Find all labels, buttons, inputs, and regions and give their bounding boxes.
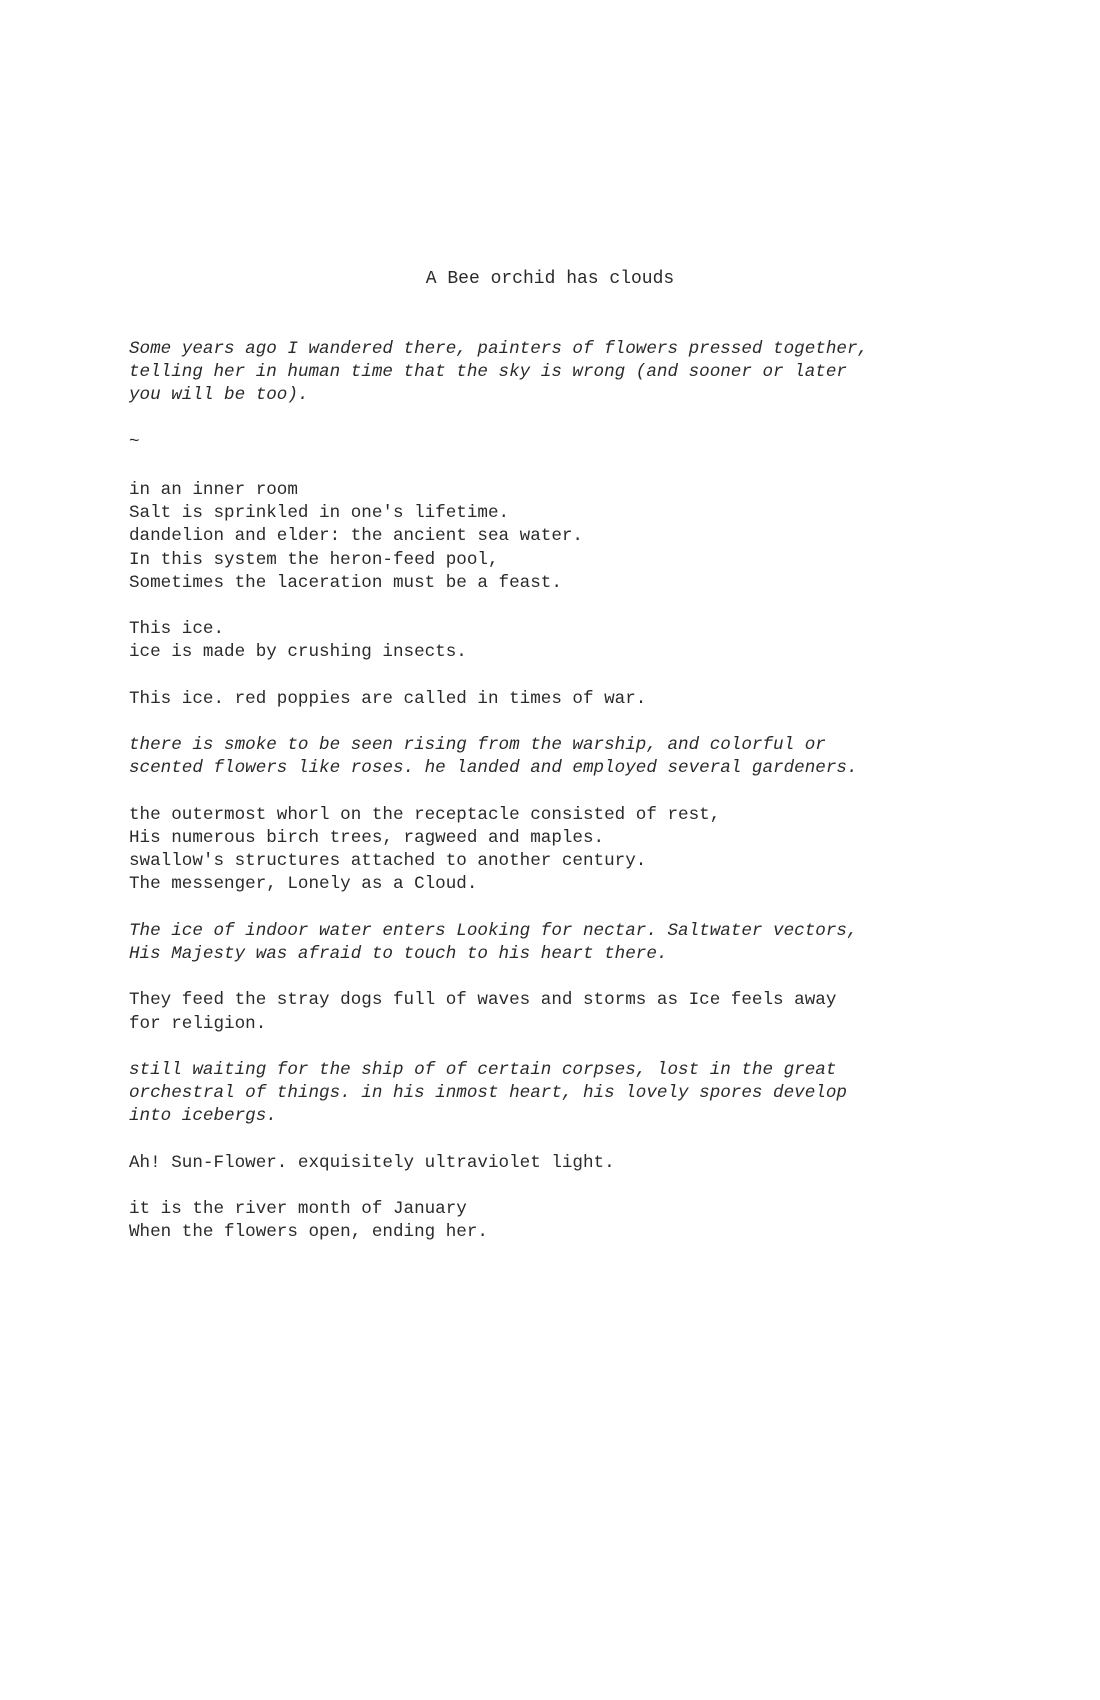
stanza: [129, 734, 989, 780]
stanza-line: His numerous birch trees, ragweed and maples.: [129, 827, 605, 848]
stanza-line: swallow's structures attached to another century.: [129, 851, 647, 872]
stanza: [129, 804, 989, 897]
stanza-line: This ice.: [129, 619, 225, 640]
stanza-line: you will be too).: [129, 385, 309, 406]
stanza-line: scented flowers like roses. he landed and employed several gardeners.: [129, 758, 858, 779]
stanza-line: telling her in human time that the sky is wrong (and sooner or later: [129, 362, 847, 383]
stanza: [129, 688, 989, 711]
stanza-line: The ice of indoor water enters Looking for nectar. Saltwater vectors,: [129, 920, 858, 941]
stanza: [129, 989, 989, 1035]
stanza-line: His Majesty was afraid to touch to his heart there.: [129, 943, 668, 964]
stanza: [129, 1059, 989, 1129]
poem-body: [129, 338, 989, 1268]
stanza-line: Sometimes the laceration must be a feast.: [129, 572, 562, 593]
stanza: [129, 1152, 989, 1175]
stanza-line: into icebergs.: [129, 1106, 277, 1127]
stanza: [129, 479, 989, 595]
stanza-line: In this system the heron-feed pool,: [129, 549, 499, 570]
stanza-line: for religion.: [129, 1013, 267, 1034]
stanza-line: ice is made by crushing insects.: [129, 642, 467, 663]
stanza: [129, 1198, 989, 1244]
stanza: [129, 920, 989, 966]
stanza: [129, 618, 989, 664]
stanza-line: Ah! Sun-Flower. exquisitely ultraviolet light.: [129, 1152, 615, 1173]
stanza-line: in an inner room: [129, 480, 298, 500]
stanza-line: orchestral of things. in his inmost heart, his lovely spores develop: [129, 1083, 847, 1104]
stanza-line: They feed the stray dogs full of waves and storms as Ice feels away: [129, 990, 837, 1011]
stanza-line: there is smoke to be seen rising from the warship, and colorful or: [129, 735, 826, 756]
stanza-line: Salt is sprinkled in one's lifetime.: [129, 503, 510, 524]
stanza-line: This ice. red poppies are called in times of war.: [129, 688, 647, 709]
intro-stanza: [129, 338, 989, 408]
stanza-line: still waiting for the ship of of certain corpses, lost in the great: [129, 1059, 837, 1080]
poem-title: A Bee orchid has clouds: [425, 269, 675, 289]
stanza-line: When the flowers open, ending her.: [129, 1222, 488, 1243]
stanza-line: the outermost whorl on the receptacle consisted of rest,: [129, 804, 721, 825]
stanza-line: dandelion and elder: the ancient sea water.: [129, 526, 583, 547]
section-separator: ~: [129, 431, 140, 452]
stanza-line: The messenger, Lonely as a Cloud.: [129, 874, 478, 895]
stanza-line: it is the river month of January: [129, 1199, 467, 1220]
stanza-line: Some years ago I wandered there, painters of flowers pressed together,: [129, 339, 869, 359]
